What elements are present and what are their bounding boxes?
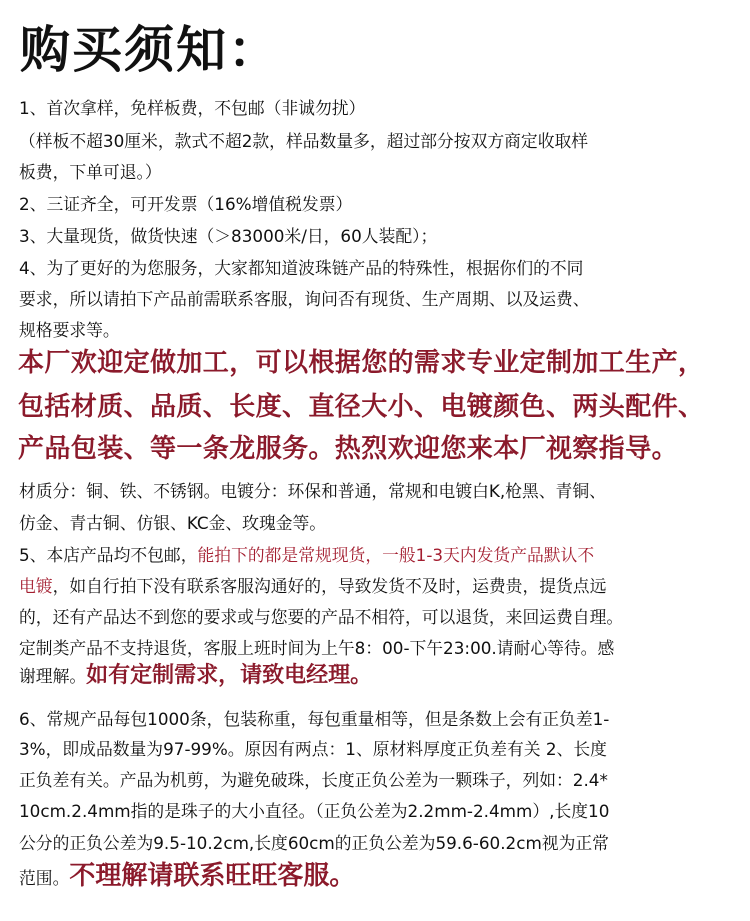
packaging-line: 10cm.2.4mm指的是珠子的大小直径。（正负公差为2.2mm-2.4mm）,长度10	[19, 801, 610, 821]
shipping-text: 谢理解。	[19, 666, 87, 686]
shipping-line	[19, 664, 372, 688]
notice-line: 板费，下单可退。）	[19, 162, 162, 182]
notice-line: 4、为了更好的为您服务，大家都知道波珠链产品的特殊性，根据你们的不同	[19, 258, 584, 278]
shipping-line: 定制类产品不支持退货，客服上班时间为上午8：00-下午23:00.请耐心等待。感	[19, 638, 615, 658]
material-line: 仿金、青古铜、仿银、KC金、玫瑰金等。	[19, 513, 327, 533]
custom-service-heading: 包括材质、品质、长度、直径大小、电镀颜色、两头配件、	[18, 392, 705, 422]
packaging-line: 6、常规产品每包1000条，包装称重，每包重量相等，但是条数上会有正负差1-	[19, 709, 610, 729]
notice-line: 规格要求等。	[19, 320, 120, 340]
shipping-text: 5、本店产品均不包邮，	[19, 545, 198, 565]
packaging-line: 正负差有关。产品为机剪，为避免破珠，长度正负公差为一颗珠子，列如：2.4*	[19, 770, 608, 790]
packaging-line: 公分的正负公差为9.5-10.2cm,长度60cm的正负公差为59.6-60.2cm视为正常	[19, 833, 609, 853]
contact-manager-note: 如有定制需求，请致电经理。	[86, 663, 373, 688]
notice-line: （样板不超30厘米，款式不超2款，样品数量多，超过部分按双方商定收取样	[19, 131, 589, 151]
custom-service-heading: 产品包装、等一条龙服务。热烈欢迎您来本厂视察指导。	[18, 434, 679, 464]
shipping-highlight: 能拍下的都是常规现货，一般1-3天内发货产品默认不	[197, 545, 595, 565]
packaging-line	[19, 861, 356, 891]
shipping-line: 的，还有产品达不到您的要求或与您要的产品不相符，可以退货，来回运费自理。	[19, 607, 624, 627]
material-line: 材质分：铜、铁、不锈钢。电镀分：环保和普通，常规和电镀白K,枪黑、青铜、	[19, 481, 606, 501]
shipping-line	[19, 543, 594, 567]
shipping-line	[19, 574, 606, 598]
contact-support-note: 不理解请联系旺旺客服。	[69, 861, 356, 891]
notice-line: 1、首次拿样，免样板费，不包邮（非诚勿扰）	[19, 98, 366, 118]
packaging-text: 范围。	[19, 868, 70, 888]
packaging-line: 3%，即成品数量为97-99%。原因有两点：1、原材料厚度正负差有关 2、长度	[19, 739, 607, 759]
shipping-text: ，如自行拍下没有联系客服沟通好的，导致发货不及时，运费贵，提货点远	[52, 576, 607, 596]
shipping-highlight: 电镀	[19, 576, 53, 596]
notice-line: 要求，所以请拍下产品前需联系客服，询问否有现货、生产周期、以及运费、	[19, 289, 590, 309]
notice-line: 2、三证齐全，可开发票（16%增值税发票）	[19, 194, 353, 214]
notice-line: 3、大量现货，做货快速（＞83000米/日，60人装配）；	[19, 226, 438, 246]
page-title: 购买须知：	[20, 21, 280, 79]
custom-service-heading: 本厂欢迎定做加工，可以根据您的需求专业定制加工生产，	[18, 348, 705, 378]
